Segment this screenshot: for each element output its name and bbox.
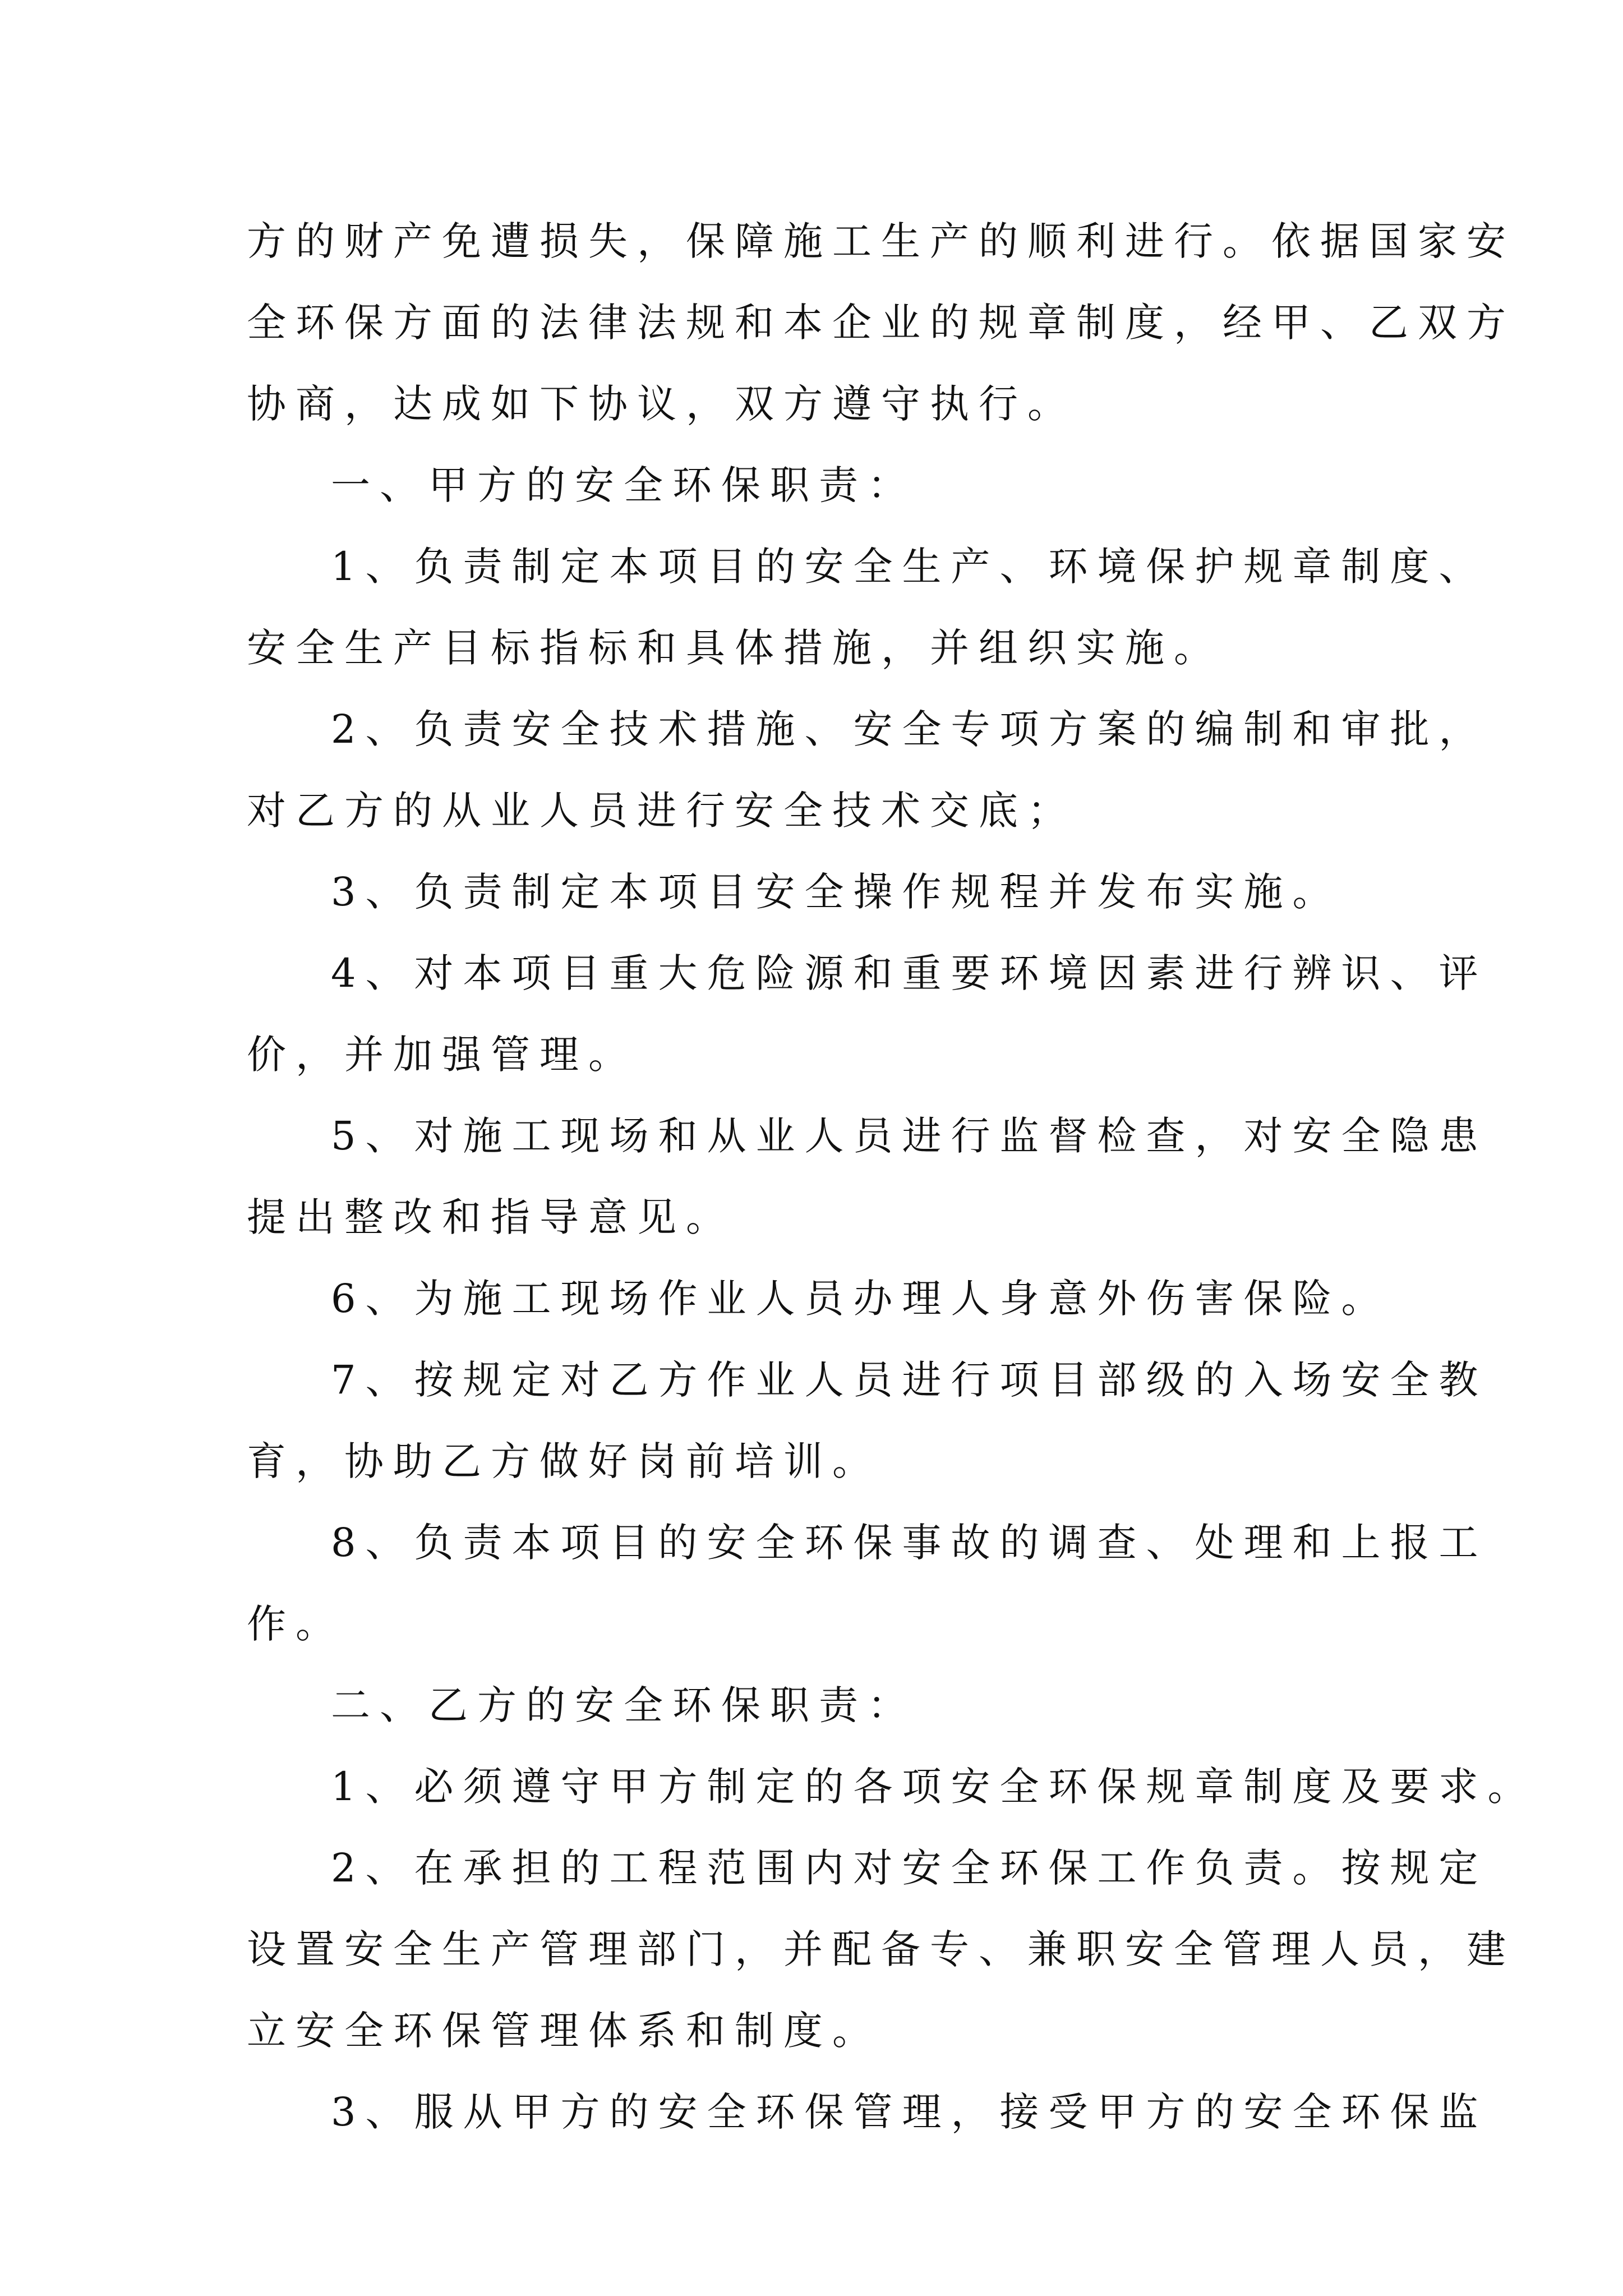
text-line: 价，并加强管理。 <box>247 1032 637 1078</box>
text-line: 4、对本项目重大危险源和重要环境因素进行辨识、评 <box>331 950 1488 996</box>
text-line: 安全生产目标指标和具体措施，并组织实施。 <box>247 625 1223 671</box>
text-line: 2、负责安全技术措施、安全专项方案的编制和审批， <box>331 706 1488 752</box>
text-line: 作。 <box>247 1601 344 1647</box>
text-line: 对乙方的从业人员进行安全技术交底； <box>247 788 1076 834</box>
text-line: 3、服从甲方的安全环保管理，接受甲方的安全环保监 <box>331 2089 1488 2135</box>
section-heading: 二、乙方的安全环保职责： <box>331 1682 916 1728</box>
text-line: 设置安全生产管理部门，并配备专、兼职安全管理人员，建 <box>247 1926 1515 1972</box>
text-line: 5、对施工现场和从业人员进行监督检查，对安全隐患 <box>331 1113 1488 1159</box>
text-line: 7、按规定对乙方作业人员进行项目部级的入场安全教 <box>331 1357 1488 1403</box>
text-line: 1、必须遵守甲方制定的各项安全环保规章制度及要求。 <box>331 1764 1537 1810</box>
section-heading: 一、甲方的安全环保职责： <box>331 462 916 508</box>
text-line: 3、负责制定本项目安全操作规程并发布实施。 <box>331 869 1341 915</box>
text-line: 1、负责制定本项目的安全生产、环境保护规章制度、 <box>331 544 1488 590</box>
text-line: 立安全环保管理体系和制度。 <box>247 2008 881 2054</box>
text-line: 方的财产免遭损失，保障施工生产的顺利进行。依据国家安 <box>247 218 1515 264</box>
text-line: 8、负责本项目的安全环保事故的调查、处理和上报工 <box>331 1520 1488 1566</box>
text-line: 6、为施工现场作业人员办理人身意外伤害保险。 <box>331 1276 1390 1322</box>
text-line: 2、在承担的工程范围内对安全环保工作负责。按规定 <box>331 1845 1488 1891</box>
text-line: 育，协助乙方做好岗前培训。 <box>247 1438 881 1484</box>
text-line: 协商，达成如下协议，双方遵守执行。 <box>247 381 1076 427</box>
text-line: 全环保方面的法律法规和本企业的规章制度，经甲、乙双方 <box>247 300 1515 346</box>
text-line: 提出整改和指导意见。 <box>247 1194 735 1240</box>
